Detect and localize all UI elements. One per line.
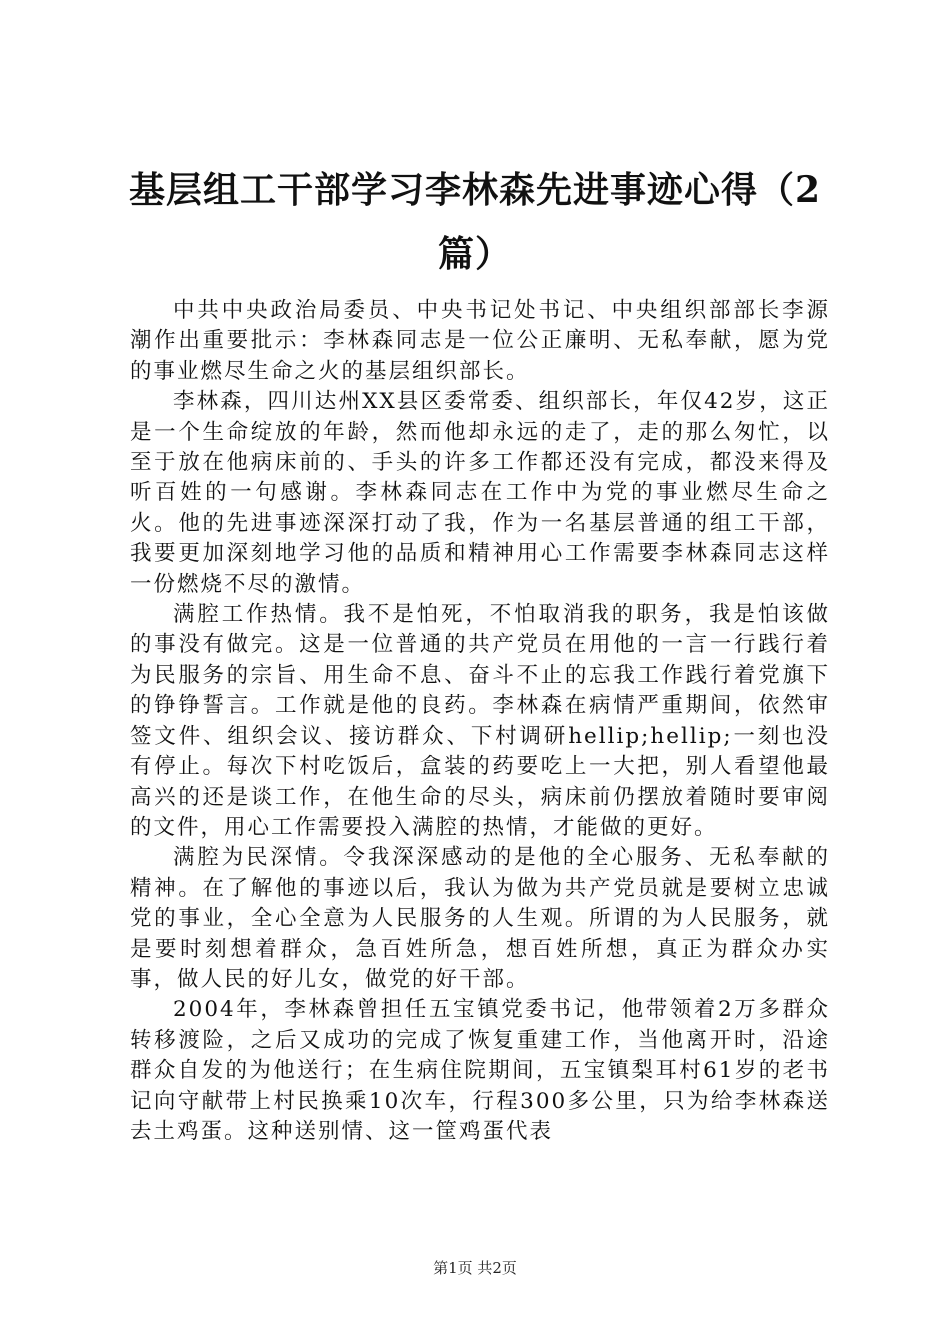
document-body: [130, 296, 830, 1147]
paragraph: 李林森，四川达州XX县区委常委、组织部长，年仅42岁，这正是一个生命绽放的年龄，然而他却永远的走了，走的那么匆忙，以至于放在他病床前的、手头的许多工作都还没有完成，都没来得及听百姓的一句感谢。李林森同志在工作中为党的事业燃尽生命之火。他的先进事迹深深打动了我，作为一名基层普通的组工干部，我要更加深刻地学习他的品质和精神用心工作需要李林森同志这样一份燃烧不尽的激情。: [130, 389, 830, 597]
document-title: 基层组工干部学习李林森先进事迹心得（2篇）: [128, 169, 822, 275]
paragraph: 中共中央政治局委员、中央书记处书记、中央组织部部长李源潮作出重要批示：李林森同志是一位公正廉明、无私奉献，愿为党的事业燃尽生命之火的基层组织部长。: [130, 298, 830, 384]
paragraph: 2004年，李林森曾担任五宝镇党委书记，他带领着2万多群众转移渡险，之后又成功的完成了恢复重建工作，当他离开时，沿途群众自发的为他送行；在生病住院期间，五宝镇梨耳村61岁的老书记向守献带上村民换乘10次车，行程300多公里，只为给李林森送去土鸡蛋。这种送别情、这一筐鸡蛋代表: [130, 997, 830, 1144]
page-number-footer: 第1页 共2页: [433, 1259, 517, 1277]
paragraph: 满腔为民深情。令我深深感动的是他的全心服务、无私奉献的精神。在了解他的事迹以后，我认为做为共产党员就是要树立忠诚党的事业，全心全意为人民服务的人生观。所谓的为人民服务，就是要时刻想着群众，急百姓所急，想百姓所想，真正为群众办实事，做人民的好儿女，做党的好干部。: [130, 845, 830, 992]
paragraph: 满腔工作热情。我不是怕死，不怕取消我的职务，我是怕该做的事没有做完。这是一位普通的共产党员在用他的一言一行践行着为民服务的宗旨、用生命不息、奋斗不止的忘我工作践行着党旗下的铮铮誓言。工作就是他的良药。李林森在病情严重期间，依然审签文件、组织会议、接访群众、下村调研hellip;hellip;一刻也没有停止。每次下村吃饭后，盒装的药要吃上一大把，别人看望他最高兴的还是谈工作，在他生命的尽头，病床前仍摆放着随时要审阅的文件，用心工作需要投入满腔的热情，才能做的更好。: [130, 602, 830, 840]
